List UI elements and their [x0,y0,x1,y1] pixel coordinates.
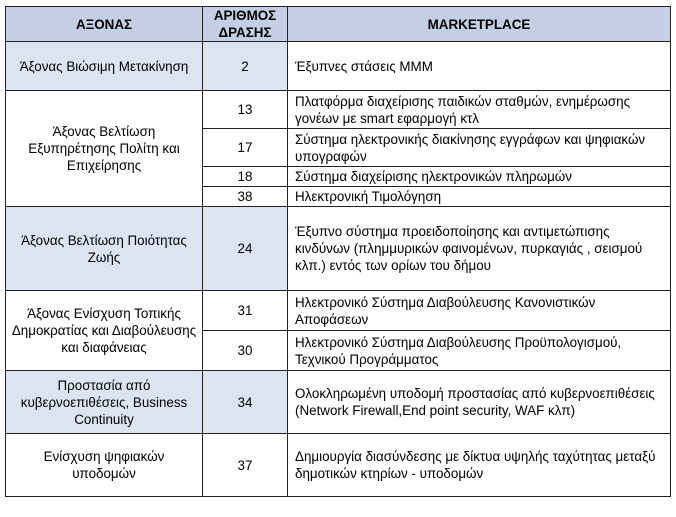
table-row [6,291,671,331]
actions-table [5,6,671,497]
action-description: Ηλεκτρονική Τιμολόγηση [288,187,671,207]
action-number: 34 [203,371,288,434]
action-number: 30 [203,331,288,371]
header-action-number: ΑΡΙΘΜΟΣ ΔΡΑΣΗΣ [203,7,288,42]
action-number: 31 [203,291,288,331]
header-marketplace: MARKETPLACE [288,7,671,42]
axis-cell: Άξονας Βελτίωση Εξυπηρέτησης Πολίτη και Επιχείρησης [6,91,203,207]
table-row [6,434,671,497]
action-number: 2 [203,42,288,91]
action-number: 24 [203,207,288,291]
axis-cell: Άξονας Βιώσιμη Μετακίνηση [6,42,203,91]
axis-cell: Ενίσχυση ψηφιακών υποδομών [6,434,203,497]
axis-cell: Άξονας Βελτίωση Ποιότητας Ζωής [6,207,203,291]
action-number: 38 [203,187,288,207]
action-description: Ηλεκτρονικό Σύστημα Διαβούλευσης Προϋπολογισμού, Τεχνικού Προγράμματος [288,331,671,371]
header-axis: ΑΞΟΝΑΣ [6,7,203,42]
action-description: Έξυπνες στάσεις ΜΜΜ [288,42,671,91]
table-row [6,91,671,129]
action-description: Ηλεκτρονικό Σύστημα Διαβούλευσης Κανονιστικών Αποφάσεων [288,291,671,331]
action-description: Ολοκληρωμένη υποδομή προστασίας από κυβερνοεπιθέσεις (Network Firewall,End point security, WAF κλπ) [288,371,671,434]
table-row [6,371,671,434]
axis-cell: Προστασία από κυβερνοεπιθέσεις, Business Continuity [6,371,203,434]
action-description: Σύστημα ηλεκτρονικής διακίνησης εγγράφων και ψηφιακών υπογραφών [288,129,671,167]
action-description: Πλατφόρμα διαχείρισης παιδικών σταθμών, ενημέρωσης γονέων με smart εφαρμογή κτλ [288,91,671,129]
axis-cell: Άξονας Ενίσχυση Τοπικής Δημοκρατίας και Διαβούλευσης και διαφάνειας [6,291,203,371]
action-number: 13 [203,91,288,129]
action-number: 17 [203,129,288,167]
action-number: 37 [203,434,288,497]
action-description: Σύστημα διαχείρισης ηλεκτρονικών πληρωμών [288,167,671,187]
action-description: Έξυπνο σύστημα προειδοποίησης και αντιμετώπισης κινδύνων (πλημμυρικών φαινομένων, πυρκαγιάς , σεισμού κλπ.) εντός των ορίων του δήμου [288,207,671,291]
action-number: 18 [203,167,288,187]
action-description: Δημιουργία διασύνδεσης με δίκτυα υψηλής ταχύτητας μεταξύ δημοτικών κτηρίων - υποδομών [288,434,671,497]
header-row [6,7,671,42]
table-row [6,42,671,91]
table-row [6,207,671,291]
